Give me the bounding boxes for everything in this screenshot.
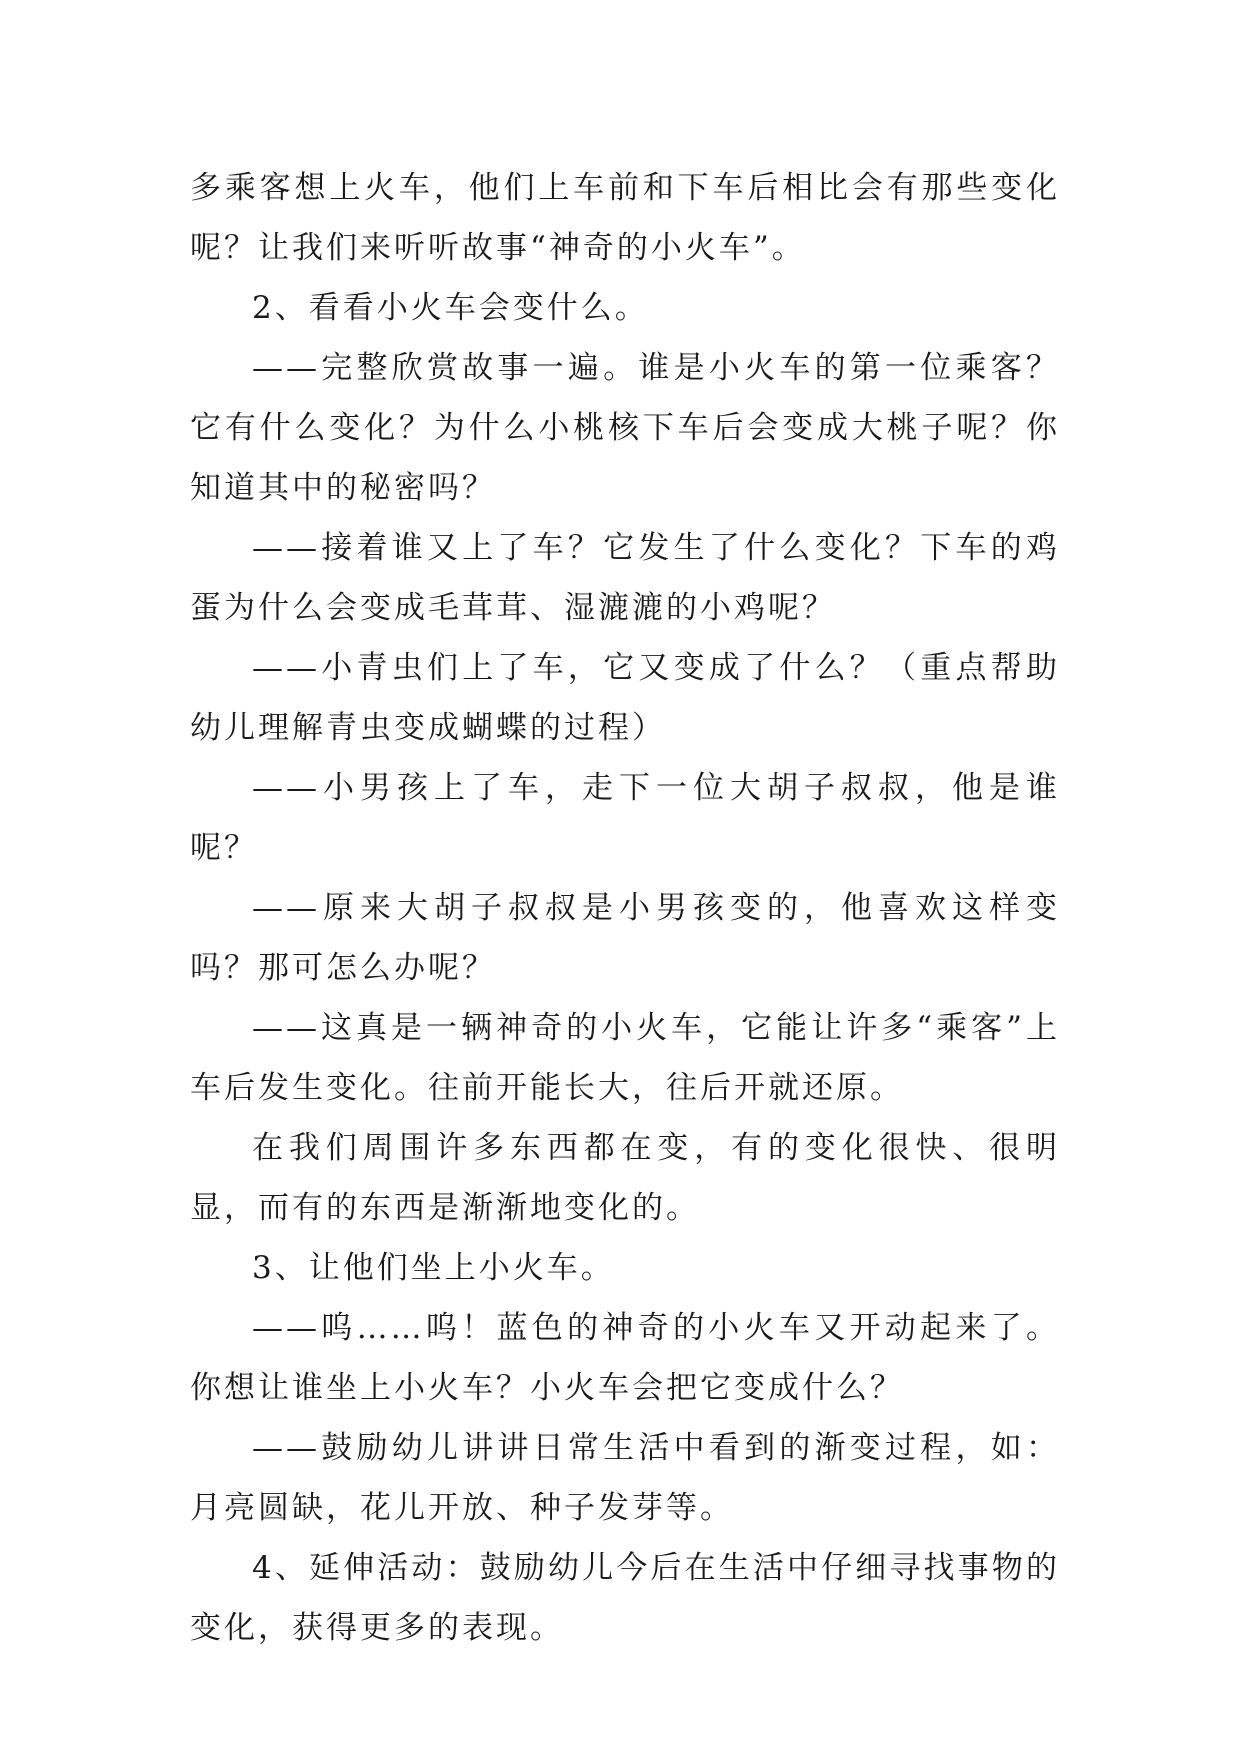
paragraph-question-6: ——这真是一辆神奇的小火车，它能让许多“乘客”上车后发生变化。往前开能长大，往后开就还原。: [190, 1010, 1060, 1106]
paragraph-question-2: ——接着谁又上了车？它发生了什么变化？下车的鸡蛋为什么会变成毛茸茸、湿漉漉的小鸡呢？: [190, 530, 1060, 626]
paragraph-section-3-heading: 3、让他们坐上小火车。: [252, 1250, 615, 1286]
paragraph-activity-1: ——呜……呜！蓝色的神奇的小火车又开动起来了。你想让谁坐上小火车？小火车会把它变成什么？: [190, 1310, 1060, 1406]
paragraph-section-2-heading: 2、看看小火车会变什么。: [252, 290, 649, 326]
document-body: [190, 158, 1060, 1658]
paragraph-section-4-extension: 4、延伸活动：鼓励幼儿今后在生活中仔细寻找事物的变化，获得更多的表现。: [190, 1550, 1060, 1646]
paragraph-question-5: ——原来大胡子叔叔是小男孩变的，他喜欢这样变吗？那可怎么办呢？: [190, 890, 1060, 986]
paragraph-question-3: ——小青虫们上了车，它又变成了什么？（重点帮助幼儿理解青虫变成蝴蝶的过程）: [190, 650, 1060, 746]
paragraph-question-1: ——完整欣赏故事一遍。谁是小火车的第一位乘客？它有什么变化？为什么小桃核下车后会变成大桃子呢？你知道其中的秘密吗？: [190, 350, 1060, 506]
paragraph-activity-2: ——鼓励幼儿讲讲日常生活中看到的渐变过程，如：月亮圆缺，花儿开放、种子发芽等。: [190, 1430, 1060, 1526]
paragraph-question-4: ——小男孩上了车，走下一位大胡子叔叔，他是谁呢？: [190, 770, 1060, 866]
paragraph-continuation: 多乘客想上火车，他们上车前和下车后相比会有那些变化呢？让我们来听听故事“神奇的小火车”。: [190, 170, 1060, 266]
paragraph-summary: 在我们周围许多东西都在变，有的变化很快、很明显，而有的东西是渐渐地变化的。: [190, 1130, 1060, 1226]
